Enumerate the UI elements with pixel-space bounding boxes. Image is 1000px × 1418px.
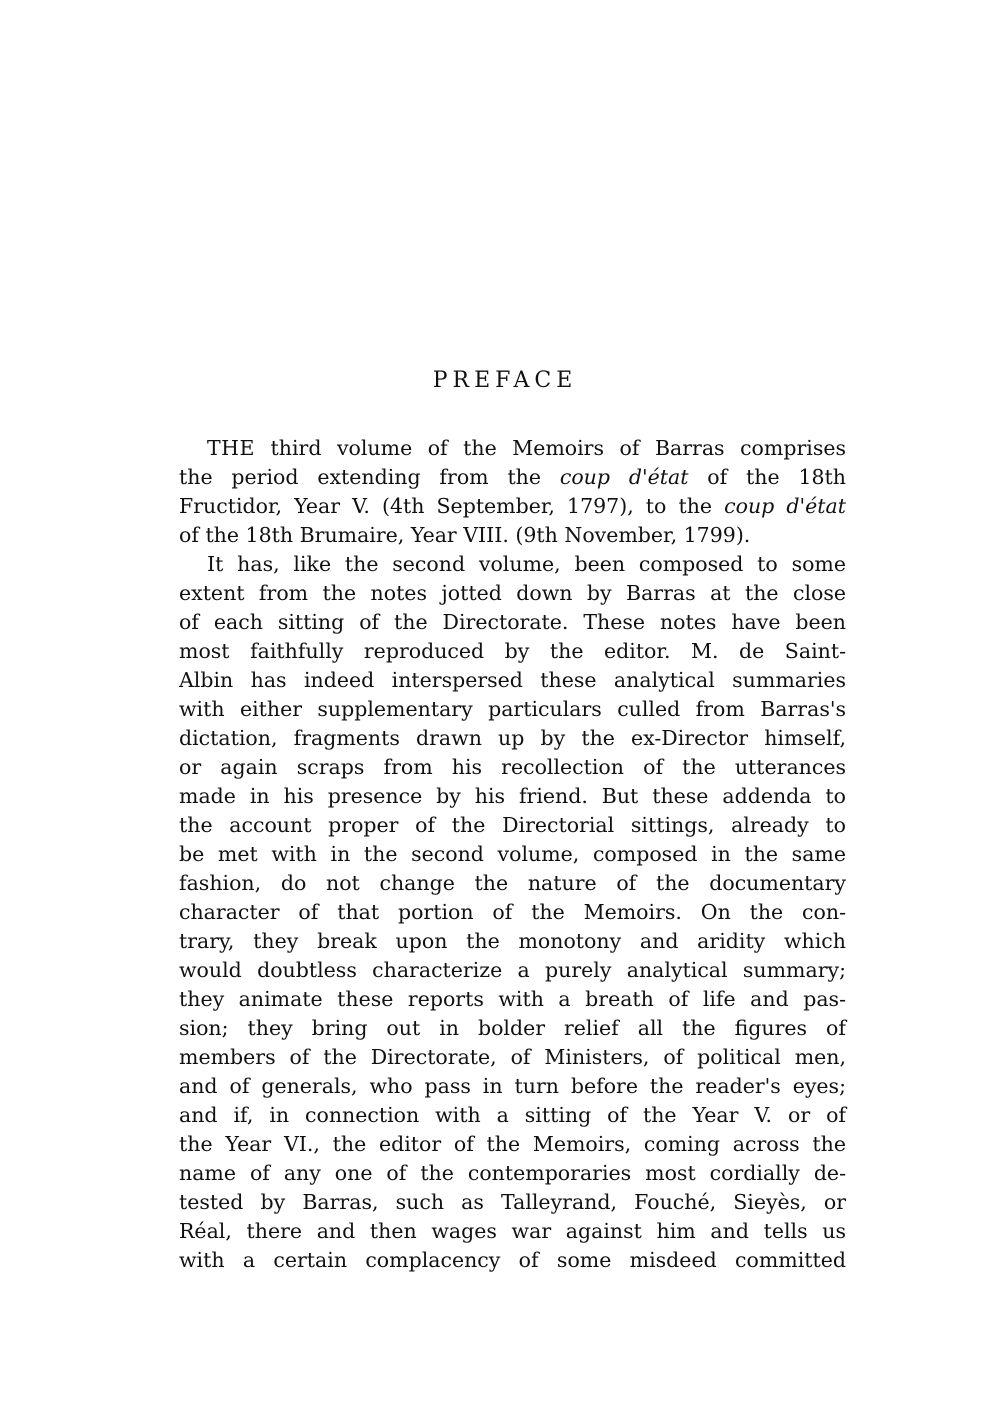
text-line — [179, 1014, 846, 1043]
text-line — [179, 956, 846, 985]
text-line — [179, 1101, 846, 1130]
text-span: and if, in connection with a sitting of the Year V. or of — [179, 1103, 846, 1127]
text-span: Réal, there and then wages war against him and tells us — [179, 1219, 846, 1243]
text-span: of the 18th Brumaire, Year VIII. (9th November, 1799). — [179, 523, 751, 547]
text-line — [179, 666, 846, 695]
text-span: fashion, do not change the nature of the documentary — [179, 871, 846, 895]
text-line — [179, 782, 846, 811]
text-line — [179, 550, 846, 579]
text-span: It has, like the second volume, been composed to some — [207, 552, 846, 576]
text-span: or again scraps from his recollection of the utterances — [179, 755, 846, 779]
text-line — [179, 985, 846, 1014]
text-span: they animate these reports with a breath of life and pas- — [179, 987, 846, 1011]
text-span: coup d'état — [724, 494, 846, 518]
text-span: the period extending from the — [179, 465, 560, 489]
text-span: Albin has indeed interspersed these analytical summaries — [179, 668, 846, 692]
text-span: members of the Directorate, of Ministers, of political men, — [179, 1045, 846, 1069]
text-span: trary, they break upon the monotony and aridity which — [179, 929, 846, 953]
text-span: THE — [207, 436, 256, 460]
text-line — [179, 1043, 846, 1072]
text-line — [179, 869, 846, 898]
text-span: made in his presence by his friend. But these addenda to — [179, 784, 846, 808]
text-span: Fructidor, Year V. (4th September, 1797), to the — [179, 494, 725, 518]
text-span: sion; they bring out in bolder relief all the figures of — [179, 1016, 846, 1040]
text-line — [179, 898, 846, 927]
preface-body — [179, 434, 846, 1275]
text-line — [179, 463, 846, 492]
page-title: PREFACE — [432, 368, 578, 393]
text-span: dictation, fragments drawn up by the ex-Director himself, — [179, 726, 846, 750]
text-span: character of that portion of the Memoirs. On the con- — [179, 900, 846, 924]
text-line — [179, 1246, 846, 1275]
text-line — [179, 1188, 846, 1217]
text-line — [179, 608, 846, 637]
text-line — [179, 811, 846, 840]
text-line — [179, 1217, 846, 1246]
text-span: of the 18th — [688, 465, 846, 489]
text-line — [179, 753, 846, 782]
text-line — [179, 579, 846, 608]
text-line — [179, 840, 846, 869]
text-span: third volume of the Memoirs of Barras comprises — [255, 436, 846, 460]
text-span: most faithfully reproduced by the editor. M. de Saint- — [179, 639, 846, 663]
text-line — [179, 724, 846, 753]
text-span: be met with in the second volume, composed in the same — [179, 842, 846, 866]
text-span: with a certain complacency of some misdeed committed — [179, 1248, 846, 1272]
text-span: the account proper of the Directorial sittings, already to — [179, 813, 846, 837]
text-line — [179, 927, 846, 956]
text-line — [179, 1130, 846, 1159]
text-span: with either supplementary particulars culled from Barras's — [179, 697, 846, 721]
text-span: coup d'état — [559, 465, 689, 489]
text-span: and of generals, who pass in turn before the reader's eyes; — [179, 1074, 846, 1098]
text-span: the Year VI., the editor of the Memoirs, coming across the — [179, 1132, 846, 1156]
text-span: name of any one of the contemporaries most cordially de- — [179, 1161, 846, 1185]
text-line — [179, 695, 846, 724]
text-line — [179, 637, 846, 666]
text-line — [179, 521, 846, 550]
text-line — [179, 492, 846, 521]
text-span: tested by Barras, such as Talleyrand, Fouché, Sieyès, or — [179, 1190, 846, 1214]
text-span: of each sitting of the Directorate. These notes have been — [179, 610, 846, 634]
text-line — [179, 1159, 846, 1188]
text-span: extent from the notes jotted down by Barras at the close — [179, 581, 846, 605]
text-line — [179, 1072, 846, 1101]
text-line — [179, 434, 846, 463]
text-span: would doubtless characterize a purely analytical summary; — [179, 958, 846, 982]
